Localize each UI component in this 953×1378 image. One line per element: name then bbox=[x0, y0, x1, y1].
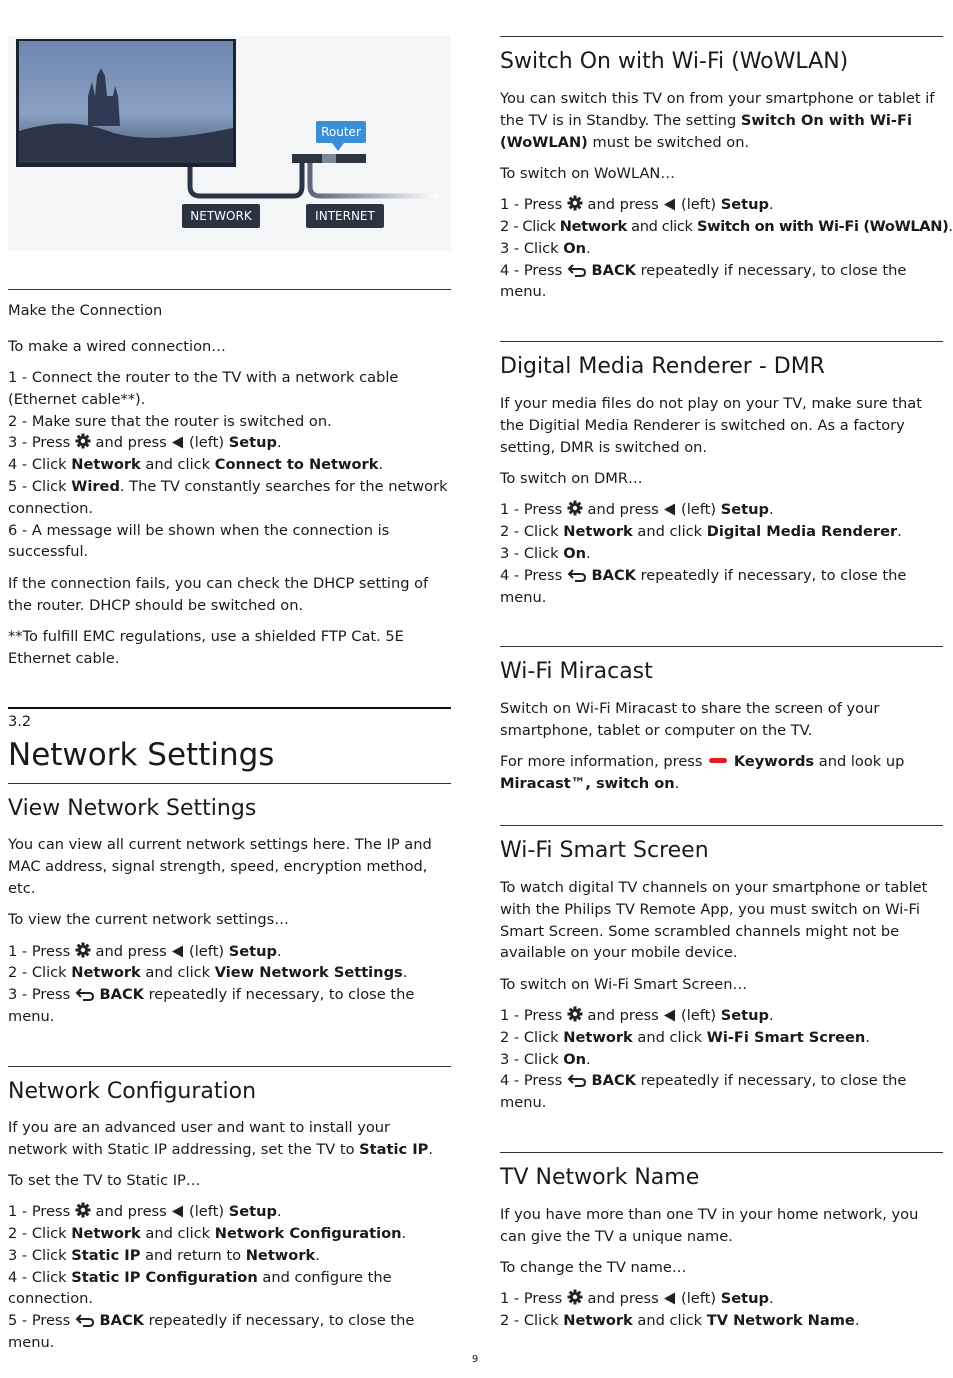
left-arrow-icon bbox=[663, 198, 676, 211]
dmr-title: Digital Media Renderer - DMR bbox=[500, 354, 825, 380]
step: 1 - Press and press (left) Setup. bbox=[8, 1203, 282, 1221]
step: 1 - Press and press (left) Setup. bbox=[500, 1290, 774, 1308]
step: 2 - Click Network and click Switch on with Wi-Fi (WoWLAN). bbox=[500, 217, 953, 235]
router-label: Router bbox=[321, 125, 361, 139]
wowlan-intro: You can switch this TV on from your smartphone or tablet if the TV is in Standby. The setting Switch On with Wi-Fi (WoWLAN) must be switched on. bbox=[500, 90, 935, 151]
back-icon bbox=[567, 263, 587, 277]
connection-title: Make the Connection bbox=[8, 302, 163, 319]
left-arrow-icon bbox=[171, 1205, 184, 1218]
emc-note: **To fulfill EMC regulations, use a shielded FTP Cat. 5E Ethernet cable. bbox=[8, 627, 404, 667]
smart-steps bbox=[500, 1005, 943, 1114]
step: 1 - Connect the router to the TV with a network cable (Ethernet cable**). bbox=[8, 369, 399, 408]
tv-name-title: TV Network Name bbox=[500, 1165, 700, 1190]
network-config-title: Network Configuration bbox=[8, 1078, 257, 1104]
gear-icon bbox=[567, 195, 583, 211]
step: 2 - Click Network and click Wi-Fi Smart Screen. bbox=[500, 1028, 870, 1046]
dhcp-note: If the connection fails, you can check the DHCP setting of the router. DHCP should be switched on. bbox=[8, 574, 429, 614]
config-lead: To set the TV to Static IP… bbox=[8, 1171, 201, 1189]
step: 3 - Click On. bbox=[500, 239, 591, 257]
network-label: NETWORK bbox=[190, 209, 252, 223]
view-lead: To view the current network settings… bbox=[8, 911, 289, 929]
step: 4 - Press BACK repeatedly if necessary, to close the menu. bbox=[500, 1072, 907, 1112]
step: 3 - Press BACK repeatedly if necessary, to close the menu. bbox=[8, 986, 415, 1026]
step: 2 - Click Network and click TV Network Name. bbox=[500, 1312, 860, 1330]
step: 1 - Press and press (left) Setup. bbox=[500, 1007, 774, 1025]
left-arrow-icon bbox=[663, 1292, 676, 1305]
step: 2 - Click Network and click Network Configuration. bbox=[8, 1225, 407, 1243]
section-divider bbox=[8, 707, 451, 709]
back-icon bbox=[75, 1313, 95, 1327]
left-arrow-icon bbox=[171, 945, 184, 958]
miracast-intro: Switch on Wi-Fi Miracast to share the screen of your smartphone, tablet or computer on the TV. bbox=[500, 700, 880, 740]
step: 3 - Click On. bbox=[500, 544, 591, 562]
gear-icon bbox=[567, 1006, 583, 1022]
divider bbox=[500, 341, 943, 342]
step: 2 - Click Network and click Digital Media Renderer. bbox=[500, 523, 902, 541]
divider bbox=[8, 289, 451, 290]
connection-intro: To make a wired connection… bbox=[8, 337, 226, 355]
config-steps bbox=[8, 1201, 451, 1354]
config-intro: If you are an advanced user and want to install your network with Static IP addressing, set the TV to Static IP. bbox=[8, 1118, 433, 1158]
smart-lead: To switch on Wi-Fi Smart Screen… bbox=[500, 975, 748, 993]
step: 1 - Press and press (left) Setup. bbox=[8, 942, 282, 960]
step: 3 - Click On. bbox=[500, 1050, 591, 1068]
step: 5 - Click Wired. The TV constantly searches for the network connection. bbox=[8, 478, 448, 517]
divider bbox=[500, 646, 943, 647]
back-icon bbox=[567, 1073, 587, 1087]
gear-icon bbox=[75, 433, 91, 449]
tvname-intro: If you have more than one TV in your home network, you can give the TV a unique name. bbox=[500, 1206, 919, 1245]
step: 3 - Press and press (left) Setup. bbox=[8, 434, 282, 452]
back-icon bbox=[567, 568, 587, 582]
dmr-lead: To switch on DMR… bbox=[500, 470, 643, 488]
left-arrow-icon bbox=[171, 436, 184, 449]
view-intro: You can view all current network settings here. The IP and MAC address, signal strength, speed, encryption method, etc. bbox=[8, 836, 432, 898]
red-color-key-icon bbox=[709, 758, 727, 763]
divider bbox=[500, 36, 943, 37]
step: 1 - Press and press (left) Setup. bbox=[500, 196, 774, 214]
step: 4 - Click Network and click Connect to Network. bbox=[8, 456, 384, 474]
right-column bbox=[500, 36, 953, 1332]
tvname-lead: To change the TV name… bbox=[500, 1259, 687, 1277]
gear-icon bbox=[567, 500, 583, 516]
step: 4 - Press BACK repeatedly if necessary, to close the menu. bbox=[500, 566, 907, 606]
left-column bbox=[8, 36, 451, 1354]
divider bbox=[500, 825, 943, 826]
internet-label: INTERNET bbox=[315, 209, 375, 223]
network-illustration bbox=[8, 36, 451, 251]
divider bbox=[500, 1152, 943, 1153]
step: 1 - Press and press (left) Setup. bbox=[500, 501, 774, 519]
step: 5 - Press BACK repeatedly if necessary, to close the menu. bbox=[8, 1312, 415, 1351]
divider bbox=[8, 1066, 451, 1067]
step: 6 - A message will be shown when the connection is successful. bbox=[8, 521, 390, 561]
divider bbox=[8, 783, 451, 784]
wowlan-title: Switch On with Wi-Fi (WoWLAN) bbox=[500, 49, 849, 74]
step: 4 - Click Static IP Configuration and configure the connection. bbox=[8, 1268, 392, 1308]
step: 2 - Click Network and click View Network Settings. bbox=[8, 964, 408, 982]
view-steps bbox=[8, 941, 451, 1028]
section-number: 3.2 bbox=[8, 713, 32, 731]
smart-intro: To watch digital TV channels on your smartphone or tablet with the Philips TV Remote App, you must switch on Wi-Fi Smart Screen. Some scrambled channels might not be available on your mobile device. bbox=[500, 879, 928, 962]
miracast-title: Wi-Fi Miracast bbox=[500, 659, 653, 685]
wowlan-lead: To switch on WoWLAN… bbox=[500, 164, 675, 182]
step: 4 - Press BACK repeatedly if necessary, to close the menu. bbox=[500, 261, 907, 301]
gear-icon bbox=[75, 1202, 91, 1218]
gear-icon bbox=[75, 942, 91, 958]
tvname-steps bbox=[500, 1288, 943, 1332]
back-icon bbox=[75, 987, 95, 1001]
gear-icon bbox=[567, 1289, 583, 1305]
left-arrow-icon bbox=[663, 1009, 676, 1022]
page-number: 9 bbox=[471, 1354, 479, 1365]
smart-screen-title: Wi-Fi Smart Screen bbox=[500, 838, 709, 864]
left-arrow-icon bbox=[663, 503, 676, 516]
wowlan-steps bbox=[500, 194, 953, 303]
step: 2 - Make sure that the router is switched on. bbox=[8, 412, 332, 430]
miracast-more: For more information, press Keywords and look up Miracast™, switch on. bbox=[500, 753, 905, 793]
dmr-intro: If your media files do not play on your TV, make sure that the Digitial Media Renderer is switched on. As a factory setting, DMR is switched on. bbox=[500, 395, 922, 456]
section-title: Network Settings bbox=[8, 737, 275, 774]
view-settings-title: View Network Settings bbox=[8, 796, 257, 822]
step: 3 - Click Static IP and return to Network. bbox=[8, 1246, 320, 1264]
dmr-steps bbox=[500, 499, 943, 608]
connection-steps bbox=[8, 367, 451, 563]
